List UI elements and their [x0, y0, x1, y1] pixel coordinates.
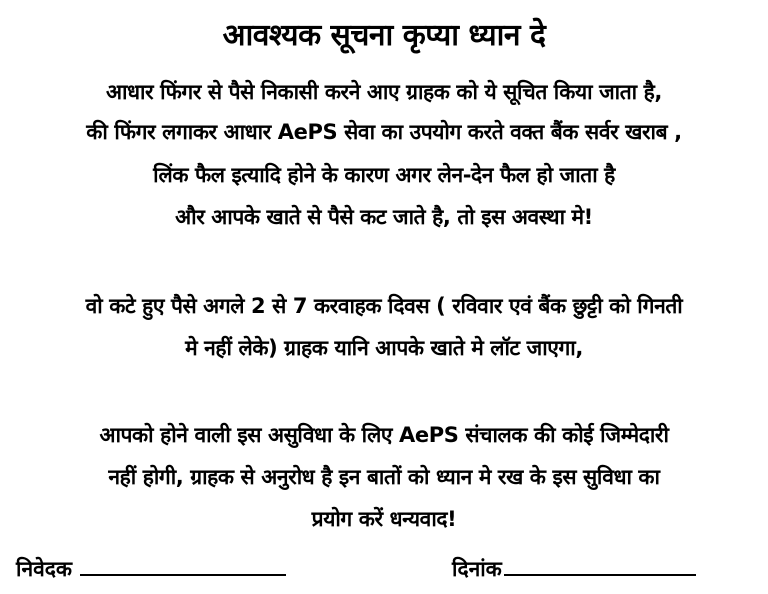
paragraph1-line2: की फिंगर लगाकर आधार AePS सेवा का उपयोग करते वक्त बैंक सर्वर खराब , [86, 120, 682, 144]
paragraph3-line1: आपको होने वाली इस असुविधा के लिए AePS संचालक की कोई जिम्मेदारी [99, 423, 669, 447]
signature-blank-line [80, 554, 286, 576]
notice-title: आवश्यक सूचना कृप्या ध्यान दे [222, 18, 546, 53]
paragraph1-line1: आधार फिंगर से पैसे निकासी करने आए ग्राहक को ये सूचित किया जाता है, [106, 80, 662, 104]
paragraph3-line3: प्रयोग करें धन्यवाद! [311, 507, 457, 531]
date-label: दिनांक [452, 557, 502, 581]
date-blank-line [504, 554, 696, 576]
signature-label: निवेदक [16, 557, 73, 581]
paragraph2-line2: मे नहीं लेके) ग्राहक यानि आपके खाते मे लॉट जाएगा, [185, 336, 583, 360]
paragraph1-line4: और आपके खाते से पैसे कट जाते है, तो इस अवस्था मे! [175, 205, 593, 229]
signature-field [16, 552, 286, 586]
date-field [452, 552, 696, 586]
paragraph2-line1: वो कटे हुए पैसे अगले 2 से 7 करवाहक दिवस ( रविवार एवं बैंक छुट्टी को गिनती [85, 294, 683, 318]
paragraph1-line3: लिंक फैल इत्यादि होने के कारण अगर लेन-देन फैल हो जाता है [153, 163, 615, 187]
paragraph3-line2: नहीं होगी, ग्राहक से अनुरोध है इन बातों को ध्यान मे रख के इस सुविधा का [108, 465, 660, 489]
